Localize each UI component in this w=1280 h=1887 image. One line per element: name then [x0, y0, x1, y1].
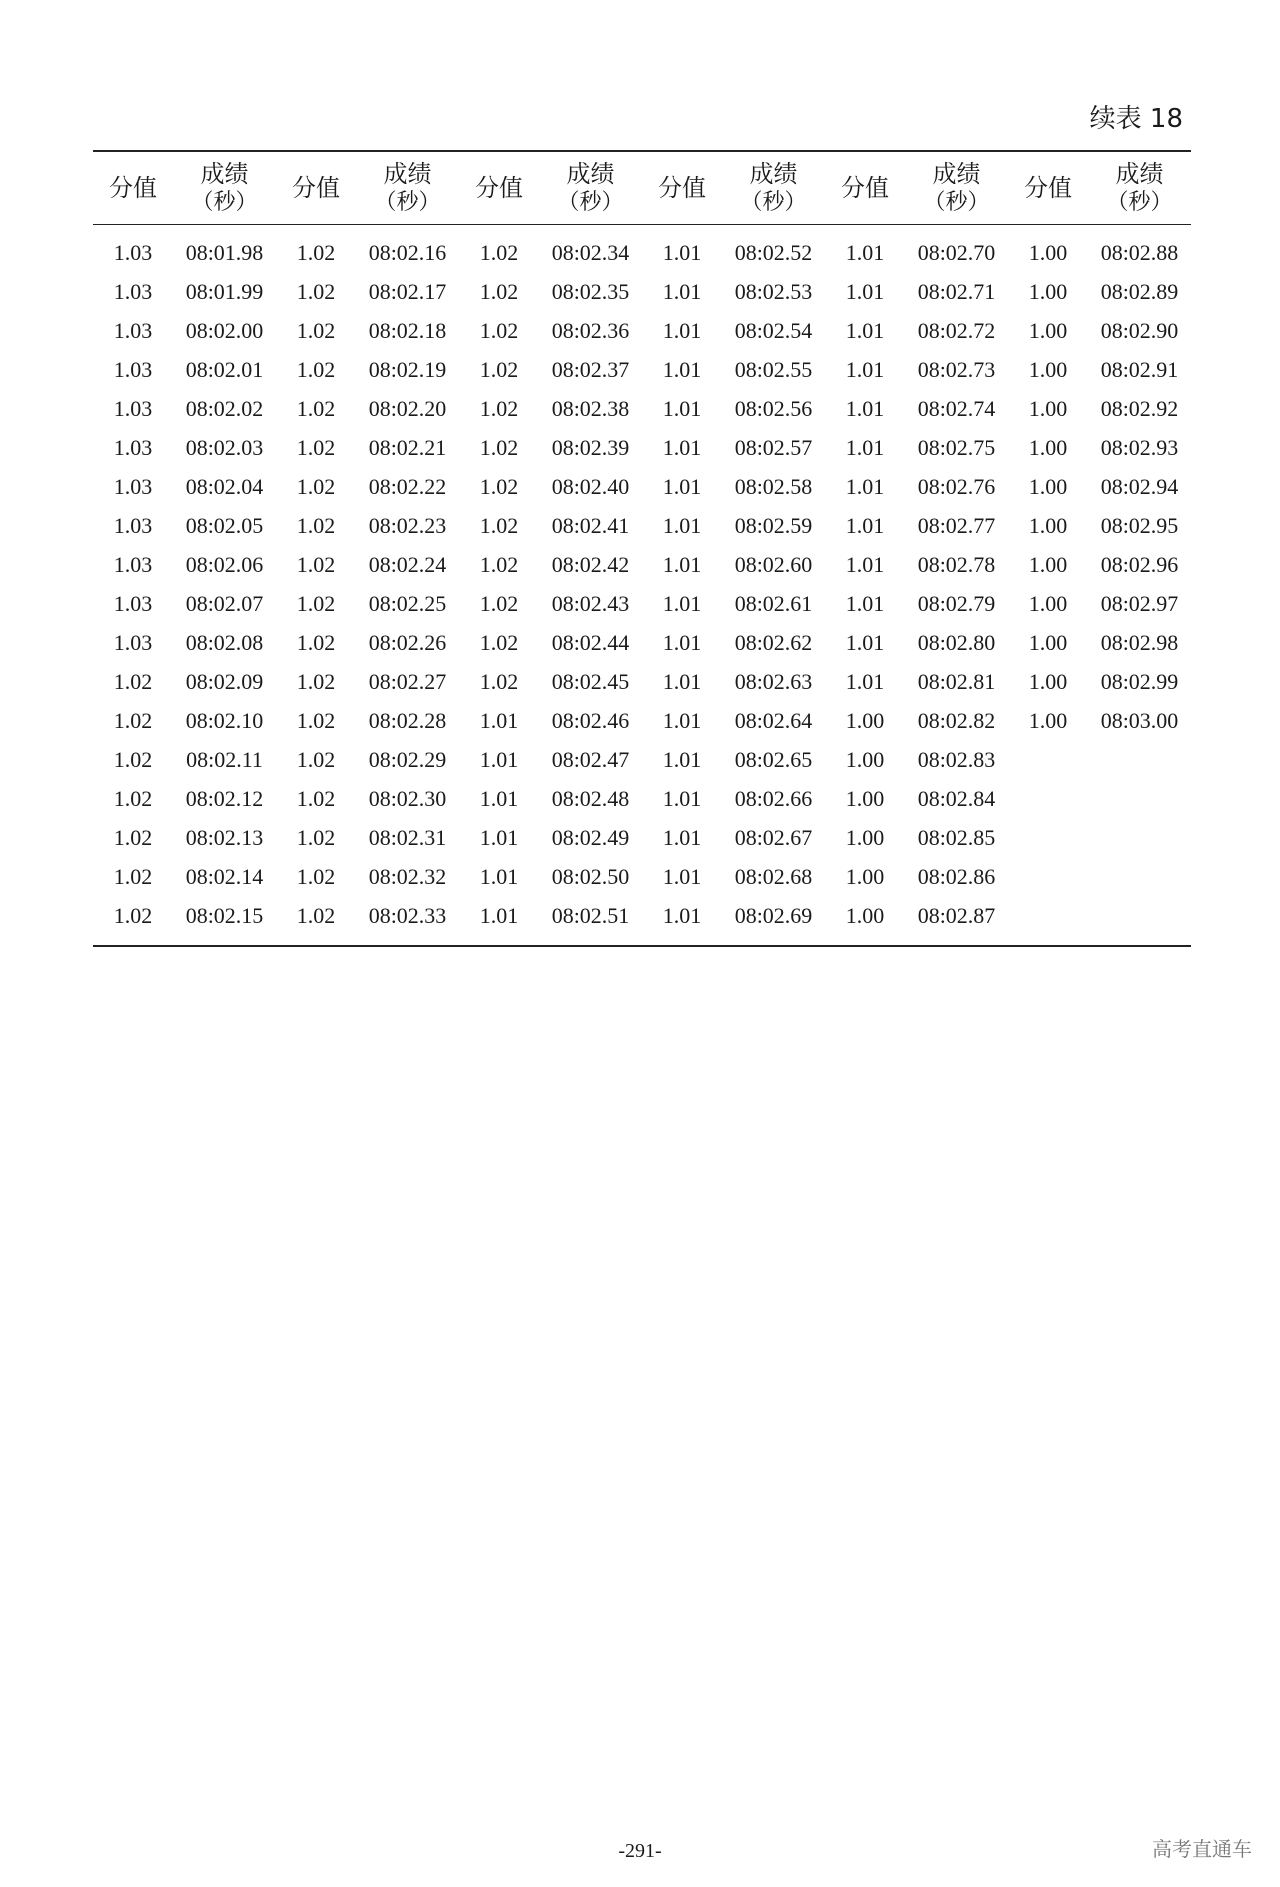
score-cell: 1.01 [479, 707, 519, 733]
time-cell: 08:02.71 [917, 278, 996, 304]
time-cell: 08:02.05 [185, 512, 264, 538]
table-row [93, 779, 1191, 818]
score-cell: 1.01 [845, 395, 885, 421]
time-cell: 08:02.10 [185, 707, 264, 733]
time-cell: 08:02.04 [185, 473, 264, 499]
time-cell: 08:02.19 [368, 356, 447, 382]
time-cell: 08:02.55 [734, 356, 813, 382]
time-cell: 08:02.95 [1100, 512, 1179, 538]
header-score: 分值 [475, 174, 523, 202]
score-cell: 1.01 [662, 317, 702, 343]
score-cell: 1.02 [113, 785, 153, 811]
time-cell: 08:02.18 [368, 317, 447, 343]
score-cell: 1.00 [1028, 629, 1068, 655]
time-cell: 08:02.77 [917, 512, 996, 538]
time-cell: 08:02.75 [917, 434, 996, 460]
score-cell: 1.03 [113, 473, 153, 499]
time-cell: 08:02.34 [551, 239, 630, 265]
time-cell: 08:02.39 [551, 434, 630, 460]
header-time: 成绩 （秒） [191, 160, 258, 216]
time-cell: 08:02.24 [368, 551, 447, 577]
score-cell: 1.00 [1028, 473, 1068, 499]
score-cell: 1.00 [845, 863, 885, 889]
time-cell [1088, 779, 1191, 818]
time-cell: 08:02.56 [734, 395, 813, 421]
score-cell: 1.02 [479, 239, 519, 265]
score-cell: 1.02 [296, 629, 336, 655]
time-cell: 08:02.80 [917, 629, 996, 655]
table-row [93, 311, 1191, 350]
score-cell: 1.03 [113, 629, 153, 655]
time-cell: 08:02.68 [734, 863, 813, 889]
time-cell: 08:02.78 [917, 551, 996, 577]
time-cell [1088, 740, 1191, 779]
score-cell: 1.03 [113, 317, 153, 343]
time-cell: 08:02.16 [368, 239, 447, 265]
time-cell: 08:02.82 [917, 707, 996, 733]
score-cell: 1.01 [479, 902, 519, 928]
time-cell: 08:02.60 [734, 551, 813, 577]
time-cell: 08:02.94 [1100, 473, 1179, 499]
score-cell: 1.01 [845, 668, 885, 694]
time-cell: 08:02.63 [734, 668, 813, 694]
score-cell: 1.01 [662, 902, 702, 928]
table-row [93, 701, 1191, 740]
time-cell: 08:02.01 [185, 356, 264, 382]
time-cell: 08:02.30 [368, 785, 447, 811]
score-cell: 1.02 [296, 317, 336, 343]
time-cell: 08:02.37 [551, 356, 630, 382]
score-cell: 1.00 [845, 785, 885, 811]
time-cell: 08:02.26 [368, 629, 447, 655]
score-cell: 1.02 [479, 629, 519, 655]
score-cell: 1.01 [479, 863, 519, 889]
score-cell: 1.02 [113, 863, 153, 889]
score-cell: 1.03 [113, 512, 153, 538]
time-cell: 08:02.22 [368, 473, 447, 499]
time-cell: 08:02.29 [368, 746, 447, 772]
score-cell: 1.01 [845, 512, 885, 538]
header-time: 成绩 （秒） [374, 160, 441, 216]
score-cell: 1.00 [1028, 668, 1068, 694]
time-cell: 08:02.36 [551, 317, 630, 343]
time-cell: 08:02.96 [1100, 551, 1179, 577]
time-cell: 08:02.88 [1100, 239, 1179, 265]
time-cell: 08:02.43 [551, 590, 630, 616]
score-cell: 1.03 [113, 590, 153, 616]
time-cell: 08:02.35 [551, 278, 630, 304]
time-cell: 08:02.13 [185, 824, 264, 850]
time-cell: 08:02.14 [185, 863, 264, 889]
score-cell: 1.01 [662, 707, 702, 733]
time-cell: 08:02.15 [185, 902, 264, 928]
time-cell: 08:02.70 [917, 239, 996, 265]
score-cell: 1.01 [845, 590, 885, 616]
score-cell: 1.03 [113, 434, 153, 460]
time-cell: 08:01.98 [185, 239, 264, 265]
score-cell [1008, 740, 1088, 779]
time-cell: 08:02.07 [185, 590, 264, 616]
table-row [93, 428, 1191, 467]
score-cell: 1.01 [479, 746, 519, 772]
score-cell: 1.01 [845, 239, 885, 265]
score-cell: 1.02 [479, 551, 519, 577]
score-cell: 1.02 [113, 668, 153, 694]
time-cell: 08:02.33 [368, 902, 447, 928]
score-cell: 1.02 [479, 395, 519, 421]
score-cell: 1.01 [845, 317, 885, 343]
time-cell: 08:02.76 [917, 473, 996, 499]
score-cell: 1.02 [113, 902, 153, 928]
score-cell: 1.01 [662, 785, 702, 811]
table-row [93, 740, 1191, 779]
time-cell: 08:02.44 [551, 629, 630, 655]
time-cell: 08:02.38 [551, 395, 630, 421]
score-cell: 1.02 [479, 590, 519, 616]
time-cell: 08:02.91 [1100, 356, 1179, 382]
score-cell: 1.02 [296, 902, 336, 928]
header-time: 成绩 （秒） [557, 160, 624, 216]
score-cell: 1.03 [113, 395, 153, 421]
score-cell: 1.01 [662, 473, 702, 499]
score-cell: 1.02 [113, 746, 153, 772]
score-cell: 1.01 [662, 551, 702, 577]
table-row [93, 857, 1191, 896]
score-cell: 1.03 [113, 278, 153, 304]
time-cell: 08:02.03 [185, 434, 264, 460]
time-cell: 08:02.52 [734, 239, 813, 265]
time-cell: 08:02.57 [734, 434, 813, 460]
time-cell: 08:02.65 [734, 746, 813, 772]
time-cell: 08:02.53 [734, 278, 813, 304]
time-cell: 08:02.92 [1100, 395, 1179, 421]
score-cell: 1.00 [1028, 239, 1068, 265]
score-cell: 1.02 [113, 707, 153, 733]
score-cell: 1.02 [296, 863, 336, 889]
score-cell: 1.01 [662, 434, 702, 460]
score-cell: 1.02 [479, 473, 519, 499]
header-score: 分值 [841, 174, 889, 202]
time-cell: 08:02.85 [917, 824, 996, 850]
time-cell: 08:02.58 [734, 473, 813, 499]
time-cell: 08:02.81 [917, 668, 996, 694]
score-cell: 1.00 [1028, 590, 1068, 616]
header-score: 分值 [658, 174, 706, 202]
time-cell: 08:02.51 [551, 902, 630, 928]
time-cell: 08:02.28 [368, 707, 447, 733]
header-score: 分值 [1024, 174, 1072, 202]
score-cell: 1.02 [479, 512, 519, 538]
score-cell: 1.03 [113, 551, 153, 577]
score-cell: 1.01 [662, 746, 702, 772]
time-cell: 08:02.40 [551, 473, 630, 499]
score-table [93, 150, 1191, 947]
time-cell: 08:02.41 [551, 512, 630, 538]
time-cell: 08:02.12 [185, 785, 264, 811]
time-cell: 08:02.84 [917, 785, 996, 811]
table-row [93, 896, 1191, 946]
time-cell [1088, 818, 1191, 857]
score-cell: 1.00 [1028, 512, 1068, 538]
score-cell: 1.02 [296, 590, 336, 616]
score-cell: 1.02 [479, 317, 519, 343]
header-score: 分值 [109, 174, 157, 202]
table-row [93, 662, 1191, 701]
time-cell: 08:02.31 [368, 824, 447, 850]
score-cell: 1.02 [296, 473, 336, 499]
score-cell: 1.01 [845, 473, 885, 499]
header-time: 成绩 （秒） [1106, 160, 1173, 216]
score-cell: 1.02 [296, 668, 336, 694]
table-row [93, 225, 1191, 273]
score-cell: 1.02 [296, 239, 336, 265]
table-row [93, 389, 1191, 428]
score-cell: 1.00 [1028, 434, 1068, 460]
time-cell [1088, 857, 1191, 896]
time-cell: 08:02.00 [185, 317, 264, 343]
score-cell: 1.02 [479, 278, 519, 304]
time-cell: 08:02.25 [368, 590, 447, 616]
score-cell: 1.02 [113, 824, 153, 850]
score-cell: 1.01 [662, 629, 702, 655]
score-cell: 1.02 [296, 824, 336, 850]
score-cell: 1.02 [479, 356, 519, 382]
time-cell: 08:02.61 [734, 590, 813, 616]
time-cell: 08:02.97 [1100, 590, 1179, 616]
time-cell: 08:02.11 [186, 746, 263, 772]
time-cell: 08:02.42 [551, 551, 630, 577]
table-row [93, 350, 1191, 389]
time-cell: 08:02.23 [368, 512, 447, 538]
table-row [93, 545, 1191, 584]
time-cell: 08:02.66 [734, 785, 813, 811]
time-cell: 08:02.87 [917, 902, 996, 928]
time-cell: 08:02.27 [368, 668, 447, 694]
score-cell: 1.01 [845, 356, 885, 382]
time-cell: 08:02.46 [551, 707, 630, 733]
time-cell: 08:02.99 [1100, 668, 1179, 694]
time-cell: 08:02.64 [734, 707, 813, 733]
score-cell: 1.02 [296, 707, 336, 733]
score-cell: 1.01 [662, 863, 702, 889]
score-cell: 1.01 [662, 356, 702, 382]
score-cell: 1.02 [296, 356, 336, 382]
page-number: -291- [618, 1840, 662, 1862]
score-cell: 1.03 [113, 239, 153, 265]
score-cell: 1.00 [1028, 317, 1068, 343]
time-cell: 08:01.99 [185, 278, 264, 304]
time-cell: 08:02.69 [734, 902, 813, 928]
score-cell: 1.01 [662, 512, 702, 538]
score-cell: 1.02 [296, 551, 336, 577]
score-cell: 1.01 [845, 278, 885, 304]
score-cell: 1.00 [1028, 551, 1068, 577]
time-cell: 08:02.73 [917, 356, 996, 382]
score-cell: 1.00 [845, 902, 885, 928]
time-cell: 08:02.09 [185, 668, 264, 694]
time-cell: 08:02.50 [551, 863, 630, 889]
score-cell: 1.02 [479, 668, 519, 694]
score-cell: 1.02 [296, 785, 336, 811]
table-row [93, 623, 1191, 662]
score-cell [1008, 779, 1088, 818]
header-row [93, 151, 1191, 225]
score-cell [1008, 857, 1088, 896]
score-cell: 1.01 [845, 434, 885, 460]
table-caption: 续表 18 [1089, 104, 1183, 134]
time-cell: 08:02.45 [551, 668, 630, 694]
score-cell: 1.02 [479, 434, 519, 460]
table-row [93, 272, 1191, 311]
score-cell: 1.01 [479, 785, 519, 811]
score-cell: 1.00 [1028, 707, 1068, 733]
time-cell: 08:02.79 [917, 590, 996, 616]
time-cell: 08:02.67 [734, 824, 813, 850]
time-cell: 08:02.59 [734, 512, 813, 538]
time-cell: 08:02.93 [1100, 434, 1179, 460]
time-cell: 08:02.83 [917, 746, 996, 772]
table-row [93, 584, 1191, 623]
time-cell: 08:02.86 [917, 863, 996, 889]
score-cell: 1.01 [662, 590, 702, 616]
time-cell: 08:02.62 [734, 629, 813, 655]
score-cell: 1.01 [662, 239, 702, 265]
time-cell: 08:02.54 [734, 317, 813, 343]
time-cell: 08:03.00 [1100, 707, 1179, 733]
score-cell: 1.01 [662, 278, 702, 304]
score-cell: 1.01 [845, 629, 885, 655]
time-cell: 08:02.21 [368, 434, 447, 460]
score-cell [1008, 818, 1088, 857]
table-body [93, 225, 1191, 947]
score-cell: 1.00 [1028, 356, 1068, 382]
time-cell: 08:02.72 [917, 317, 996, 343]
score-cell: 1.01 [479, 824, 519, 850]
header-score: 分值 [292, 174, 340, 202]
time-cell: 08:02.74 [917, 395, 996, 421]
score-cell: 1.03 [113, 356, 153, 382]
table-row [93, 506, 1191, 545]
time-cell: 08:02.49 [551, 824, 630, 850]
header-time: 成绩 （秒） [923, 160, 990, 216]
time-cell: 08:02.98 [1100, 629, 1179, 655]
header-time: 成绩 （秒） [740, 160, 807, 216]
time-cell: 08:02.06 [185, 551, 264, 577]
time-cell: 08:02.20 [368, 395, 447, 421]
score-cell: 1.01 [662, 395, 702, 421]
score-cell: 1.01 [662, 824, 702, 850]
table-row [93, 467, 1191, 506]
time-cell: 08:02.32 [368, 863, 447, 889]
score-cell: 1.00 [845, 746, 885, 772]
watermark: 高考直通车 [1152, 1837, 1252, 1861]
time-cell: 08:02.02 [185, 395, 264, 421]
score-cell: 1.00 [845, 824, 885, 850]
score-cell: 1.00 [1028, 395, 1068, 421]
score-cell: 1.02 [296, 746, 336, 772]
table-row [93, 818, 1191, 857]
score-cell: 1.01 [662, 668, 702, 694]
time-cell: 08:02.90 [1100, 317, 1179, 343]
score-cell: 1.02 [296, 434, 336, 460]
time-cell: 08:02.48 [551, 785, 630, 811]
score-cell: 1.02 [296, 278, 336, 304]
score-cell: 1.02 [296, 512, 336, 538]
time-cell: 08:02.89 [1100, 278, 1179, 304]
score-cell: 1.02 [296, 395, 336, 421]
score-cell: 1.01 [845, 551, 885, 577]
score-cell: 1.00 [1028, 278, 1068, 304]
time-cell: 08:02.17 [368, 278, 447, 304]
time-cell [1088, 896, 1191, 946]
time-cell: 08:02.47 [551, 746, 630, 772]
score-cell: 1.00 [845, 707, 885, 733]
time-cell: 08:02.08 [185, 629, 264, 655]
score-cell [1008, 896, 1088, 946]
